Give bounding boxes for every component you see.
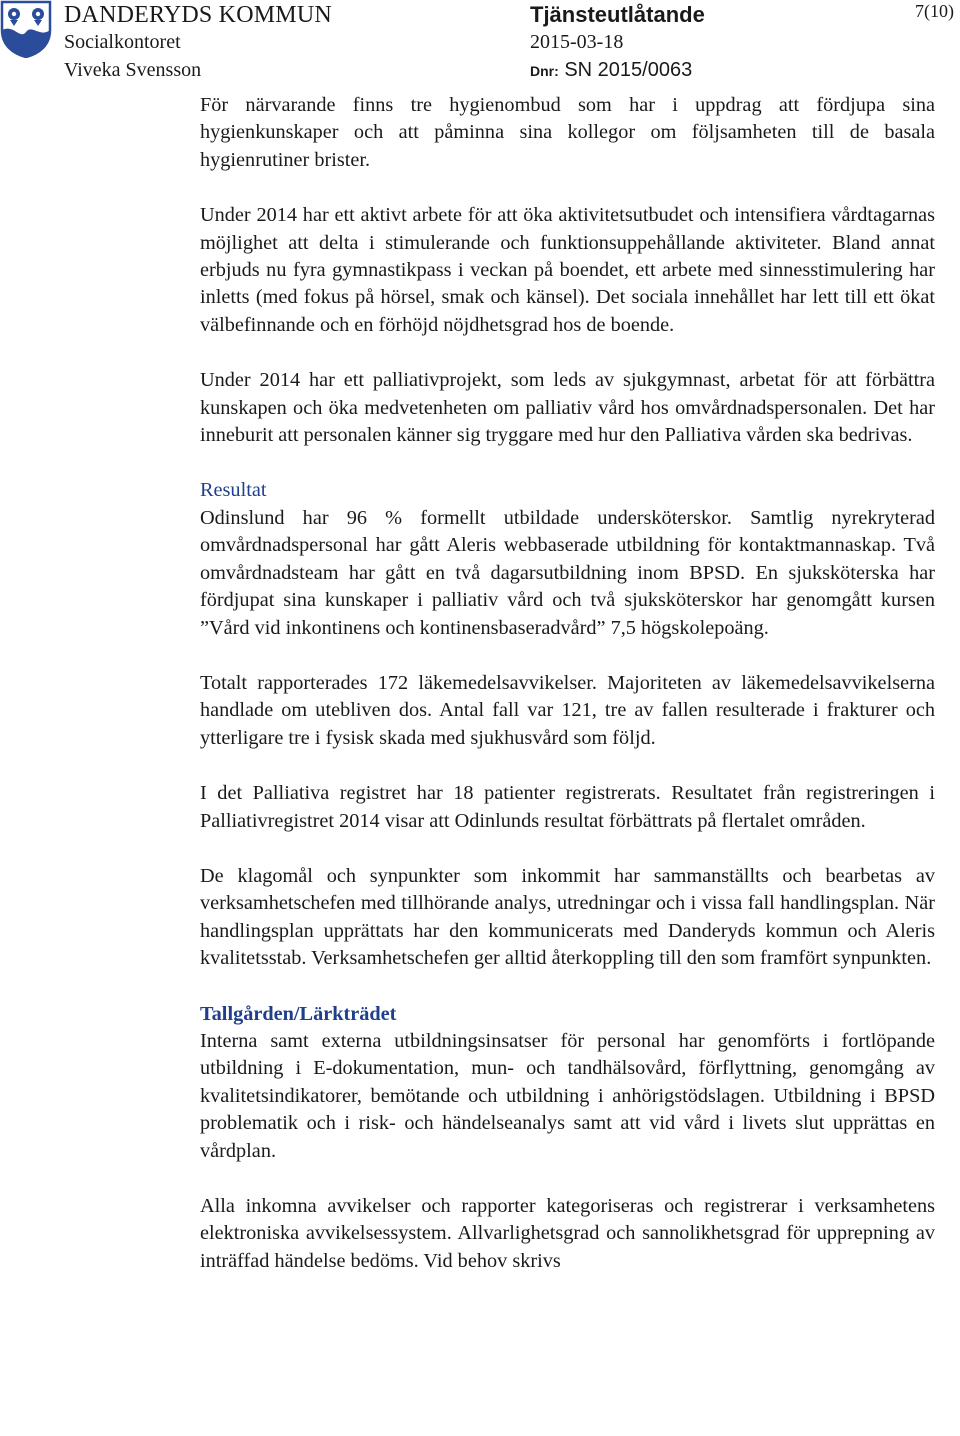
document-body: [200, 92, 935, 1275]
diary-number-value: SN 2015/0063: [564, 59, 693, 81]
document-date: 2015-03-18: [530, 31, 624, 53]
organization-name: DANDERYDS KOMMUN: [64, 2, 332, 28]
paragraph-palliative-project: Under 2014 har ett palliativprojekt, som leds av sjukgymnast, arbetat för att förbättra kunskapen och öka medvetenheten om palliativ vård hos omvårdnadspersonalen. Det har inneburit att personalen känner sig tryggare med hur den Palliativa vården ska bedrivas.: [200, 369, 935, 447]
paragraph-staff-training: Interna samt externa utbildningsinsatser för personal har genomförts i fortlöpande utbildning i E-dokumentation, mun- och tandhälsovård, förflyttning, genomgång av kvalitetsindikatorer, bemötande och utbildning i anhörigstödslagen. Utbildning i BPSD problematik och i risk- och händelseanalys samt att vid vård i livets slut upprättas en vårdplan.: [200, 1029, 935, 1162]
author-name: Viveka Svensson: [64, 59, 202, 81]
paragraph-results-training: Odinslund har 96 % formellt utbildade undersköterskor. Samtlig nyrekryterad omvårdnadspersonal har gått Aleris webbaserade utbildning för kontaktmannaskap. Två omvårdnadsteam har gått en två dagarsutbildning inom BPSD. En sjuksköterska har fördjupat sina kunskaper i palliativ vård och två sjuksköterskor har genomgått kursen ”Vård vid inkontinens och kontinensbaseradvård” 7,5 högskolepoäng.: [200, 506, 935, 639]
paragraph-complaints: De klagomål och synpunkter som inkommit har sammanställts och bearbetas av verksamhetschefen med tillhörande analys, utredningar och i vissa fall handlingsplan. När handlingsplan upprättats har den kommunicerats med Danderyds kommun och Aleris kvalitetsstab. Verksamhetschefen ger alltid återkoppling till den som framfört synpunkten.: [200, 864, 935, 970]
paragraph-activities: Under 2014 har ett aktivt arbete för att öka aktivitetsutbudet och intensifiera vårdtagarnas möjlighet att delta i stimulerande och funktionsuppehållande aktiviteter. Bland annat erbjuds nu fyra gymnastikpass i veckan på boendet, ett arbete med sinnesstimulering har inletts (med fokus på hörsel, smak och känsel). Det sociala innehållet har lett till ett ökat välbefinnande och en förhöjd nöjdhetsgrad hos de boende.: [200, 204, 935, 336]
paragraph-deviation-reporting: Alla inkomna avvikelser och rapporter kategoriseras och registrerar i verksamhetens elektroniska avvikelsessystem. Allvarlighetsgrad och sannolikhetsgrad för upprepning av inträffad händelse bedöms. Vid behov skrivs: [200, 1195, 935, 1272]
document-header: [0, 0, 960, 90]
document-type: Tjänsteutlåtande: [530, 2, 705, 27]
section-heading-resultat: Resultat: [200, 479, 267, 502]
paragraph-medication-deviations: Totalt rapporterades 172 läkemedelsavvikelser. Majoriteten av läkemedelsavvikelserna handlade om utebliven dos. Antal fall var 121, tre av fallen resulterade i frakturer och ytterligare tre i fysisk skada med sjukhusvård som följd.: [200, 671, 935, 749]
section-heading-tallgarden: Tallgården/Lärkträdet: [200, 1002, 397, 1025]
municipal-coat-of-arms-icon: [0, 0, 52, 58]
paragraph-palliative-registry: I det Palliativa registret har 18 patienter registrerats. Resultatet från registreringen i Palliativregistret 2014 visar att Odinlunds resultat förbättrats på flertalet områden.: [200, 782, 935, 832]
department-name: Socialkontoret: [64, 31, 181, 53]
diary-number-label: Dnr:: [530, 63, 559, 79]
diary-number: [530, 57, 692, 84]
page-number: 7(10): [915, 1, 954, 21]
paragraph-hygiene: För närvarande finns tre hygienombud som har i uppdrag att fördjupa sina hygienkunskaper och att påminna sina kollegor om följsamheten till de basala hygienrutiner brister.: [200, 94, 935, 171]
